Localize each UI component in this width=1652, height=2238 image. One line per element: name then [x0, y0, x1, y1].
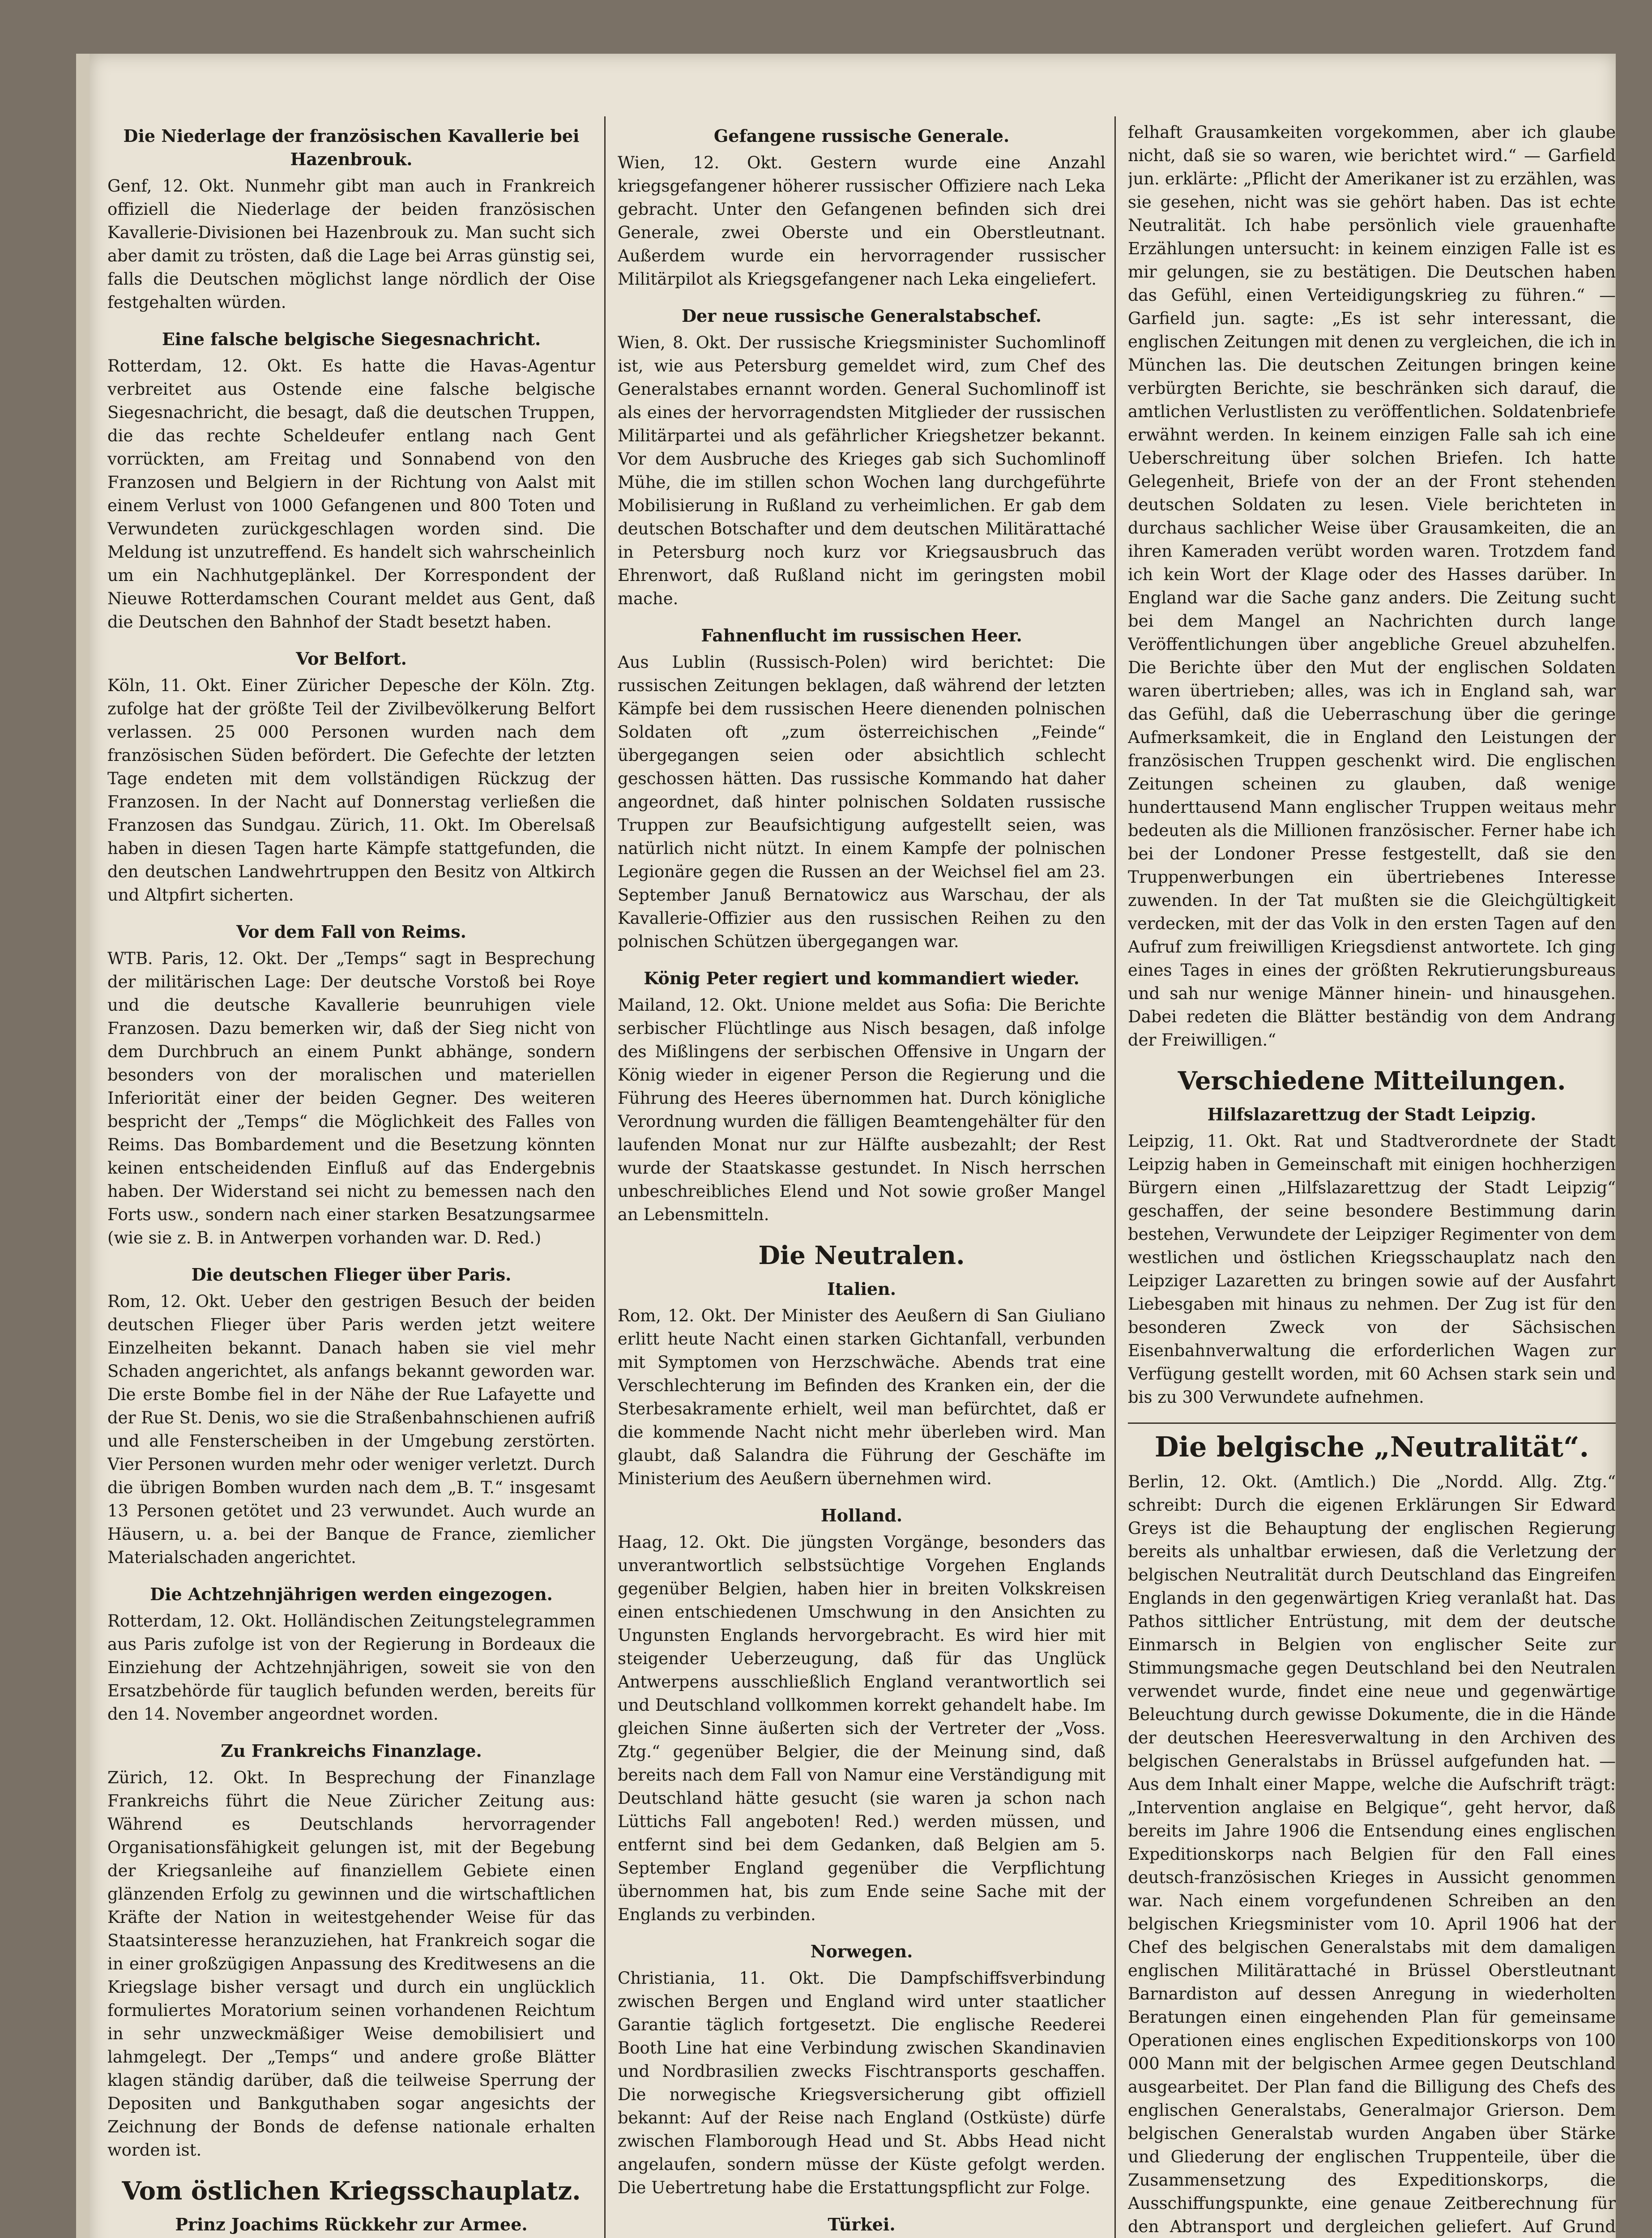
article-headline: König Peter regiert und kommandiert wieder. — [644, 968, 1080, 988]
article-headline: Hilfslazarettzug der Stadt Leipzig. — [1207, 1104, 1537, 1124]
article — [618, 124, 1106, 291]
article — [618, 967, 1106, 1226]
article-headline: Fahnenflucht im russischen Heer. — [701, 625, 1022, 645]
article-headline: Türkei. — [828, 2214, 896, 2234]
article-body: Genf, 12. Okt. Nunmehr gibt man auch in Frankreich offiziell die Niederlage der beiden französischen Kavallerie-Divisionen bei Hazenbrouk zu. Man sucht sich aber damit zu trösten, daß die Lage bei Arras günstig sei, falls die Deutschen möglichst lange nördlich der Oise festgehalten würden. — [107, 176, 595, 312]
page-edge — [76, 54, 90, 2238]
article-headline: Die Achtzehnjährigen werden eingezogen. — [150, 1584, 553, 1604]
section-heading: Verschiedene Mitteilungen. — [1178, 1066, 1566, 1096]
column-rule — [604, 116, 606, 2238]
column-3 — [1128, 121, 1616, 2238]
article-headline: Der neue russische Generalstabschef. — [682, 306, 1042, 326]
article-body: Leipzig, 11. Okt. Rat und Stadtverordnete der Stadt Leipzig haben in Gemeinschaft mit einigen hochherzigen Bürgern einen „Hilfslazarettzug der Stadt Leipzig“ geschaffen, der seine besondere Bestimmung darin bestehen, Verwundete der Leipziger Regimenter von dem westlichen und östlichen Kriegsschauplatz nach den Leipziger Lazaretten zu bringen sowie auf der Ausfahrt Liebesgaben mit hinaus zu nehmen. Der Zug ist für den besonderen Zweck von der Sächsischen Eisenbahnverwaltung die erforderlichen Wagen zur Verfügung gestellt worden, mit 60 Achsen stark sein und bis zu 300 Verwundete aufnehmen. — [1128, 1132, 1616, 1407]
article — [107, 2213, 595, 2238]
article — [107, 124, 595, 314]
article — [618, 624, 1106, 953]
section-heading: Die Neutralen. — [758, 1241, 965, 1270]
article-body: felhaft Grausamkeiten vorgekommen, aber ich glaube nicht, daß sie so waren, wie berichtet wird.“ — Garfield jun. erklärte: „Pflicht der Amerikaner ist zu erzählen, was sie gesehen, nicht was sie gehört haben. Das ist echte Neutralität. Ich habe persönlich viele grauenhafte Erzählungen untersucht: in keinem einzigen Falle ist es mir gelungen, sie zu bestätigen. Die Deutschen haben das Gefühl, einen Verteidigungskrieg zu führen.“ — Garfield jun. sagte: „Es ist sehr interessant, die englischen Zeitungen mit denen zu vergleichen, die ich in München las. Die deutschen Zeitungen bringen keine verbürgten Berichte, sie beschränken sich darauf, die amtlichen Verlustlisten zu veröffentlichen. Soldatenbriefe erwähnt werden. In keinem einzigen Falle sah ich eine Ueberschreitung über solchen Briefen. Ich hatte Gelegenheit, Briefe von der an der Front stehenden deutschen Soldaten zu lesen. Viele berichteten in durchaus sachlicher Weise über Grausamkeiten, die an ihren Kameraden verübt worden waren. Trotzdem fand ich kein Wort der Klage oder des Hasses darüber. In England war die Sache ganz anders. Die Zeitung sucht bei dem Mangel an Nachrichten durch lange Veröffentlichungen über angebliche Greuel abzuhelfen. Die Berichte über den Mut der englischen Soldaten waren übertrieben; alles, was ich in England sah, war das Gefühl, daß die Ueberraschung über die geringe Aufmerksamkeit, die in England den Leistungen der französischen Truppen geschenkt wird. Die englischen Zeitungen scheinen zu glauben, daß wenige hunderttausend Mann englischer Truppen weitaus mehr bedeuten als die Millionen französischer. Ferner habe ich bei der Londoner Presse festgestellt, daß sie den Truppenwerbungen ein übertriebenes Interesse zuwenden. In der Tat mußten sie die Gleichgültigkeit verdecken, mit der das Volk in den ersten Tagen auf den Aufruf zum freiwilligen Kriegsdienst antwortete. Ich ging eines Tages in eines der größten Rekrutierungsbureaus und sah nur wenige Männer hinein- und hinausgehen. Dabei redeten die Blätter beständig von dem Andrang der Freiwilligen.“ — [1128, 123, 1616, 1050]
article-body: Christiania, 11. Okt. Die Dampfschiffsverbindung zwischen Bergen und England wird unter staatlicher Garantie täglich fortgesetzt. Die englische Reederei Booth Line hat eine Verbindung zwischen Skandinavien und Nordbrasilien zwecks Fischtransports geschaffen. Die norwegische Kriegsversicherung gibt offiziell bekannt: Auf der Reise nach England (Ostküste) dürfe zwischen Flamborough Head und St. Abbs Head nicht angelaufen, sondern müsse der Küste gefolgt werden. Die Uebertretung habe die Erstattungspflicht zur Folge. — [618, 1969, 1106, 2197]
article — [107, 1583, 595, 1726]
article — [1128, 121, 1616, 1052]
article-headline: Die deutschen Flieger über Paris. — [191, 1264, 512, 1285]
article-body: Mailand, 12. Okt. Unione meldet aus Sofia: Die Berichte serbischer Flüchtlinge aus Nisch besagen, daß infolge des Mißlingens der serbischen Offensive in Ungarn der König wieder in eigener Person die Regierung und die Führung des Heeres übernommen hat. Durch königliche Verordnung wurden die fälligen Beamtengehälter für den laufenden Monat nur zur Hälfte ausbezahlt; der Rest wurde der Staatskasse gestundet. In Nisch herrschen unbeschreibliches Elend und Not sowie großer Mangel an Lebensmitteln. — [618, 995, 1106, 1224]
article — [1128, 1470, 1616, 2238]
article-headline: Norwegen. — [810, 1941, 913, 1961]
column-1 — [107, 121, 595, 2238]
article — [618, 1940, 1106, 2200]
feature-headline: Die belgische „Neutralität“. — [1154, 1431, 1589, 1463]
article-headline: Vor dem Fall von Reims. — [236, 922, 466, 942]
article-body: Köln, 11. Okt. Einer Züricher Depesche der Köln. Ztg. zufolge hat der größte Teil der Zivilbevölkerung Belfort verlassen. 25 000 Personen wurden nach dem französischen Süden befördert. Die Gefechte der letzten Tage endeten mit dem vollständigen Rückzug der Franzosen. In der Nacht auf Donnerstag verließen die Franzosen das Sundgau. Zürich, 11. Okt. Im Oberelsaß haben in diesen Tagen harte Kämpfe stattgefunden, die den deutschen Landwehrtruppen den Besitz von Altkirch und Altpfirt sicherten. — [107, 676, 595, 905]
article-body: Zürich, 12. Okt. In Besprechung der Finanzlage Frankreichs führt die Neue Züricher Zeitung aus: Während es Deutschlands hervorragender Organisationsfähigkeit gelungen ist, mit der Begebung der Kriegsanleihe auf finanziellem Gebiete einen glänzenden Erfolg zu gewinnen und die wirtschaftlichen Kräfte der Nation in weitestgehender Weise für das Staatsinteresse heranzuziehen, hat Frankreich sogar die in einer großzügigen Anpassung des Kreditwesens an die Kriegslage bisher versagt und durch ein unglücklich formuliertes Moratorium seinen vorhandenen Reichtum in sehr unzweckmäßiger Weise demobilisiert und lahmgelegt. Der „Temps“ und andere große Blätter klagen ständig darüber, daß die teilweise Sperrung der Depositen und Bankguthaben sogar angesichts der Zeichnung der Bonds de defense nationale erhalten worden ist. — [107, 1768, 595, 2160]
article-headline: Die Niederlage der französischen Kavallerie bei Hazenbrouk. — [123, 126, 580, 169]
article-body: Berlin, 12. Okt. (Amtlich.) Die „Nordd. Allg. Ztg.“ schreibt: Durch die eigenen Erklärungen Sir Edward Greys ist die Behauptung der englischen Regierung bereits als unhaltbar erwiesen, daß die Verletzung der belgischen Neutralität durch Deutschland das Eingreifen Englands in den gegenwärtigen Krieg veranlaßt hat. Das Pathos sittlicher Entrüstung, mit dem der deutsche Einmarsch in Belgien von englischer Seite zur Stimmungsmache gegen Deutschland bei den Neutralen verwendet wurde, findet eine neue und gegenwärtige Beleuchtung durch gewisse Dokumente, die in die Hände der deutschen Heeresverwaltung in den Archiven des belgischen Generalstabs in Brüssel aufgefunden hat. — Aus dem Inhalt einer Mappe, welche die Aufschrift trägt: „Intervention anglaise en Belgique“, geht hervor, daß bereits im Jahre 1906 die Entsendung eines englischen Expeditionskorps nach Belgien für den Fall eines deutsch-französischen Krieges in Aussicht genommen war. Nach einem vorgefundenen Schreiben an den belgischen Kriegsminister vom 10. April 1906 hat der Chef des belgischen Generalstabs mit dem damaligen englischen Militärattaché in Brüssel Oberstleutnant Barnardiston auf dessen Anregung in wiederholten Beratungen einen eingehenden Plan für gemeinsame Operationen eines englischen Expeditionskorps von 100 000 Mann mit der belgischen Armee gegen Deutschland ausgearbeitet. Der Plan fand die Billigung des Chefs des englischen Generalstabs, Generalmajor Grierson. Dem belgischen Generalstab wurden Angaben über Stärke und Gliederung der englischen Truppenteile, über die Zusammensetzung des Expeditionskorps, die Ausschiffungspunkte, eine genaue Zeitberechnung für den Abtransport und dergleichen geliefert. Auf Grund — [1128, 1472, 1616, 2236]
article-headline: Italien. — [827, 1279, 896, 1299]
article-body: Wien, 8. Okt. Der russische Kriegsminister Suchomlinoff ist, wie aus Petersburg gemeldet wird, zum Chef des Generalstabes ernannt worden. General Suchomlinoff ist als eines der hervorragendsten Mitglieder der russischen Militärpartei und als gefährlicher Kriegshetzer bekannt. Vor dem Ausbruche des Krieges gab sich Suchomlinoff Mühe, die im stillen schon Wochen lang durchgeführte Mobilisierung in Rußland zu verheimlichen. Er gab dem deutschen Botschafter und dem deutschen Militärattaché in Petersburg noch kurz vor Kriegsausbruch das Ehrenwort, daß Rußland nicht im geringsten mobil mache. — [618, 333, 1106, 608]
article-headline: Holland. — [820, 1505, 903, 1525]
separator-line — [1128, 1422, 1616, 1424]
article — [107, 647, 595, 907]
article — [618, 1277, 1106, 1491]
newspaper-page — [90, 54, 1616, 2238]
article-body: Rom, 12. Okt. Ueber den gestrigen Besuch der beiden deutschen Flieger über Paris werden jetzt weitere Einzelheiten bekannt. Danach haben sie viel mehr Schaden angerichtet, als anfangs bekannt geworden war. Die erste Bombe fiel in der Nähe der Rue Lafayette und der Rue St. Denis, wo sie die Straßenbahnschienen aufriß und alle Fensterscheiben in der Umgebung zerstörten. Vier Personen wurden mehr oder weniger verletzt. Durch die übrigen Bomben wurden nach dem „B. T.“ insgesamt 13 Personen getötet und 23 verwundet. Auch wurde an Häusern, u. a. bei der Banque de France, ziemlicher Materialschaden angerichtet. — [107, 1292, 595, 1567]
article-body: Wien, 12. Okt. Gestern wurde eine Anzahl kriegsgefangener höherer russischer Offiziere nach Leka gebracht. Unter den Gefangenen befinden sich drei Generale, zwei Oberste und ein Oberstleutnant. Außerdem wurde ein hervorragender russischer Militärpilot als Kriegsgefangener nach Leka eingeliefert. — [618, 153, 1106, 289]
article — [107, 1739, 595, 2162]
article-headline: Zu Frankreichs Finanzlage. — [221, 1741, 482, 1761]
column-rule — [1114, 116, 1116, 2238]
article-body: Haag, 12. Okt. Die jüngsten Vorgänge, besonders das unverantwortlich selbstsüchtige Vorgehen Englands gegenüber Belgien, haben hier in breiten Volkskreisen einen entschiedenen Umschwung in den Ansichten zu Ungunsten Englands hervorgebracht. Es wird hier mit steigender Ueberzeugung, daß für das Unglück Antwerpens ausschließlich England verantwortlich sei und Deutschland vollkommen korrekt gehandelt habe. Im gleichen Sinne äußerten sich der Vertreter der „Voss. Ztg.“ gegenüber Belgier, die der Meinung sind, daß bereits nach dem Fall von Namur eine Verständigung mit Deutschland hätte gesucht (sie waren ja schon nach Lüttichs Fall angeboten! Red.) werden müssen, und entfernt sind bei dem Gedanken, daß Belgien am 5. September England gegenüber die Verpflichtung übernommen hat, bis zum Ende seine Sache mit der Englands zu verbinden. — [618, 1533, 1106, 1924]
article — [107, 920, 595, 1250]
article-body: Rom, 12. Okt. Der Minister des Aeußern di San Giuliano erlitt heute Nacht einen starken Gichtanfall, verbunden mit Symptomen von Herzschwäche. Abends trat eine Verschlechterung im Befinden des Kranken ein, der die Sterbesakramente erhielt, weil man befürchtet, daß er die kommende Nacht nicht mehr überleben wird. Man glaubt, daß Salandra die Führung der Geschäfte im Ministerium des Aeußern übernehmen wird. — [618, 1306, 1106, 1488]
article — [618, 2213, 1106, 2238]
article-body: Rotterdam, 12. Okt. Es hatte die Havas-Agentur verbreitet aus Ostende eine falsche belgische Siegesnachricht, die besagt, daß die deutschen Truppen, die das rechte Scheldeufer entlang nach Gent vorrückten, am Freitag und Sonnabend von den Franzosen und Belgiern in der Richtung von Aalst mit einem Verlust von 1000 Gefangenen und 800 Toten und Verwundeten zurückgeschlagen worden sind. Die Meldung ist unzutreffend. Es handelt sich wahrscheinlich um ein Nachhutgeplänkel. Der Korrespondent der Nieuwe Rotterdamschen Courant meldet aus Gent, daß die Deutschen den Bahnhof der Stadt besetzt haben. — [107, 356, 595, 632]
article — [618, 1504, 1106, 1926]
article — [618, 304, 1106, 611]
section-heading: Vom östlichen Kriegsschauplatz. — [122, 2176, 581, 2206]
article-headline: Gefangene russische Generale. — [713, 126, 1010, 146]
article-body: WTB. Paris, 12. Okt. Der „Temps“ sagt in Besprechung der militärischen Lage: Der deutsche Vorstoß bei Roye und die deutsche Kavallerie beunruhigen viele Franzosen. Dazu bemerken wir, daß der Sieg nicht von dem Durchbruch an einem Punkt abhänge, sondern besonders von der moralischen und materiellen Inferiorität einer der beiden Gegner. Des weiteren bespricht der „Temps“ die Möglichkeit des Falles von Reims. Das Bombardement und die Besetzung könnten keinen entscheidenden Einfluß auf das Endergebnis haben. Der Widerstand sei nicht zu bemessen nach den Forts usw., sondern nach einer starken Besatzungsarmee (wie sie z. B. in Antwerpen vorhanden war. D. Red.) — [107, 949, 595, 1247]
article-body: Rotterdam, 12. Okt. Holländischen Zeitungstelegrammen aus Paris zufolge ist von der Regierung in Bordeaux die Einziehung der Achtzehnjährigen, soweit sie von den Ersatzbehörde für tauglich befunden werden, bereits für den 14. November angeordnet worden. — [107, 1611, 595, 1724]
article — [1128, 1103, 1616, 1409]
column-2 — [618, 121, 1106, 2238]
article-headline: Prinz Joachims Rückkehr zur Armee. — [175, 2214, 528, 2234]
article — [107, 328, 595, 634]
article-body: Aus Lublin (Russisch-Polen) wird berichtet: Die russischen Zeitungen beklagen, daß während der letzten Kämpfe bei dem russischen Heere dienenden polnischen Soldaten oft „zum österreichischen „Feinde“ übergegangen seien oder absichtlich schlecht geschossen hätten. Das russische Kommando hat daher angeordnet, daß hinter polnischen Soldaten russische Truppen zur Beaufsichtigung aufgestellt seien, was natürlich nicht nützt. In einem Kampfe der polnischen Legionäre gegen die Russen an der Weichsel fiel am 23. September Januß Bernatowicz aus Warschau, der als Kavallerie-Offizier aus den russischen Reihen zu den polnischen Schützen übergegangen war. — [618, 653, 1106, 951]
article-headline: Vor Belfort. — [296, 649, 407, 669]
article-headline: Eine falsche belgische Siegesnachricht. — [162, 329, 541, 349]
article — [107, 1263, 595, 1569]
